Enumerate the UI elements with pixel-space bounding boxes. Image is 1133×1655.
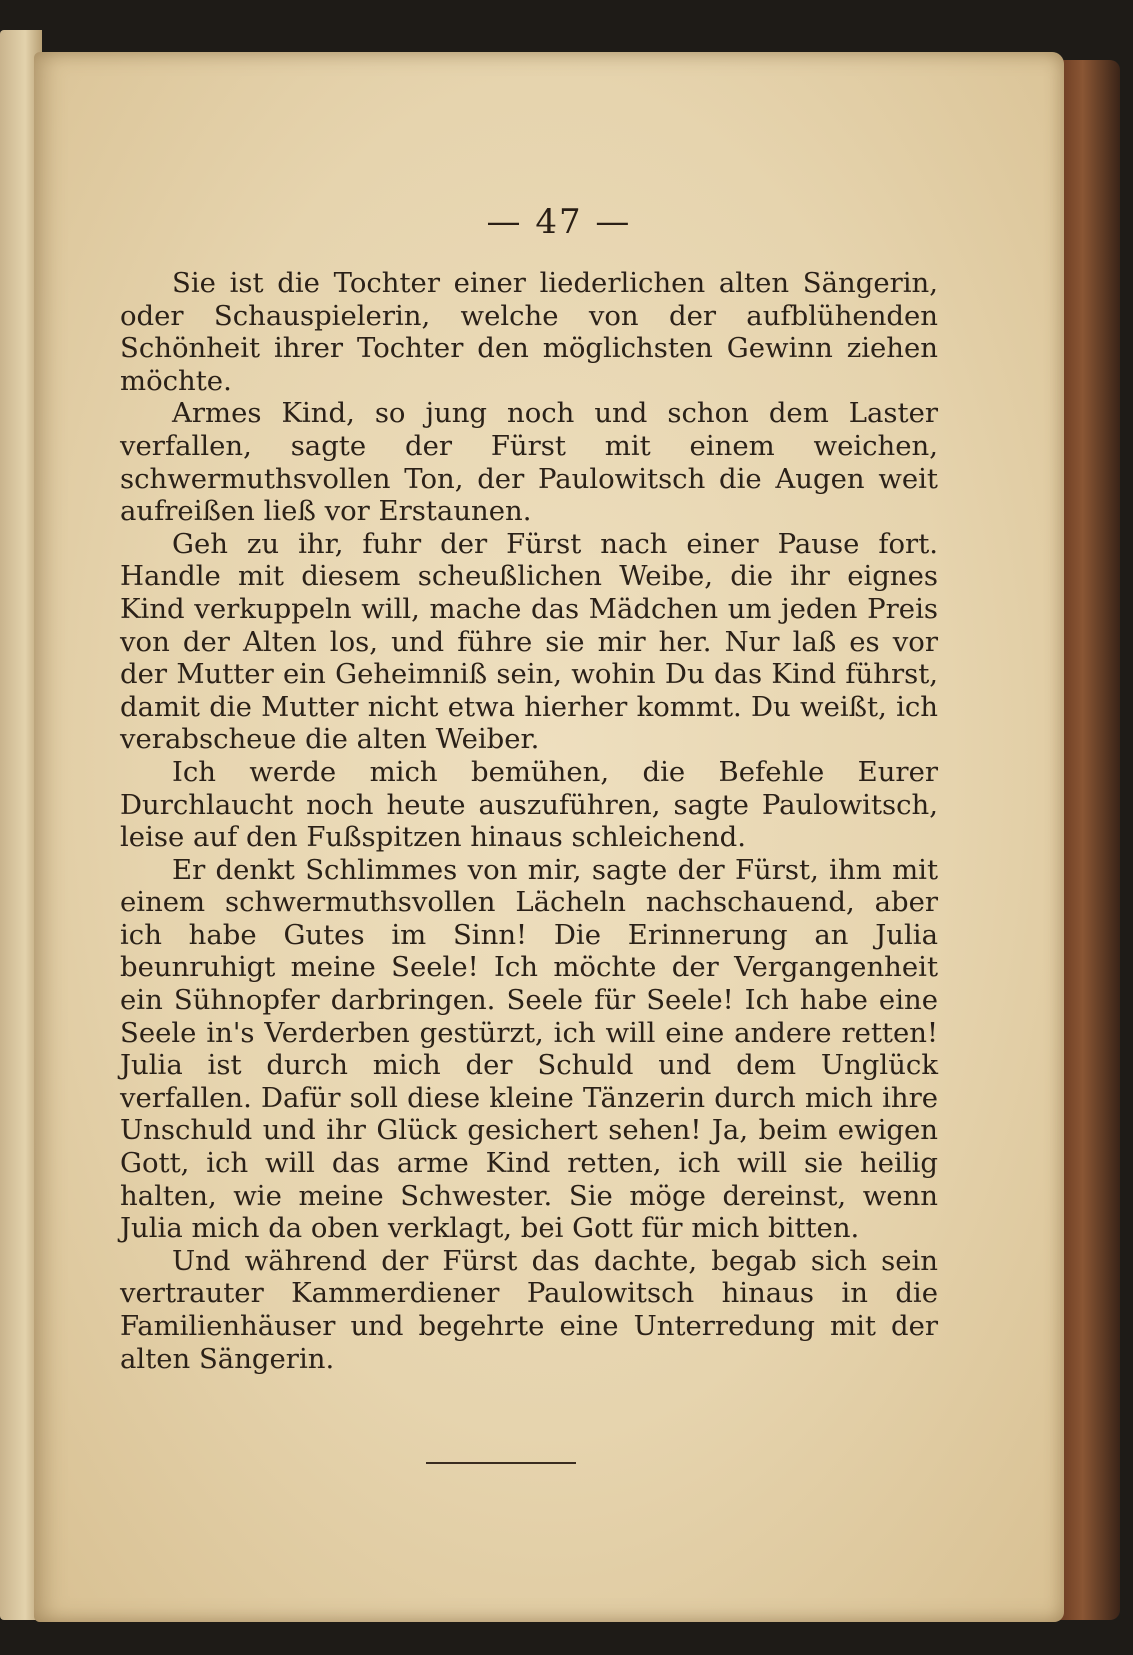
paragraph: Geh zu ihr, fuhr der Fürst nach einer Pause fort. Handle mit diesem scheußlichen Weibe, die ihr eignes Kind verkuppeln will, mache das Mädchen um jeden Preis von der Alten los, und führe sie mir her. Nur laß es vor der Mutter ein Geheimniß sein, wohin Du das Kind führst, damit die Mutter nicht etwa hierher kommt. Du weißt, ich verabscheue die alten Weiber. [120, 527, 938, 756]
paragraph: Armes Kind, so jung noch und schon dem Laster verfallen, sagte der Fürst mit einem weichen, schwermuthsvollen Ton, der Paulowitsch die Augen weit aufreißen ließ vor Erstaunen. [120, 397, 938, 528]
paragraph: Ich werde mich bemühen, die Befehle Eurer Durchlaucht noch heute auszuführen, sagte Paulowitsch, leise auf den Fußspitzen hinaus schleichend. [120, 755, 938, 854]
body-text [120, 267, 938, 1375]
paragraph: Er denkt Schlimmes von mir, sagte der Fürst, ihm mit einem schwermuthsvollen Lächeln nachschauend, aber ich habe Gutes im Sinn! Die Erinnerung an Julia beunruhigt meine Seele! Ich möchte der Vergangenheit ein Sühnopfer darbringen. Seele für Seele! Ich habe eine Seele in's Verderben gestürzt, ich will eine andere retten! Julia ist durch mich der Schuld und dem Unglück verfallen. Dafür soll diese kleine Tänzerin durch mich ihre Unschuld und ihr Glück gesichert sehen! Ja, beim ewigen Gott, ich will das arme Kind retten, ich will sie heilig halten, wie meine Schwester. Sie möge dereinst, wenn Julia mich da oben verklagt, bei Gott für mich bitten. [120, 853, 938, 1245]
page-number: — 47 — [486, 202, 632, 242]
book-cover-edge [1058, 60, 1120, 1620]
book-page [34, 52, 1064, 1622]
paragraph: Und während der Fürst das dachte, begab sich sein vertrauter Kammerdiener Paulowitsch hinaus in die Familienhäuser und begehrte eine Unterredung mit der alten Sängerin. [120, 1244, 938, 1375]
paragraph: Sie ist die Tochter einer liederlichen alten Sängerin, oder Schauspielerin, welche von der aufblühenden Schönheit ihrer Tochter den möglichsten Gewinn ziehen möchte. [120, 267, 938, 397]
section-divider [426, 1462, 576, 1464]
